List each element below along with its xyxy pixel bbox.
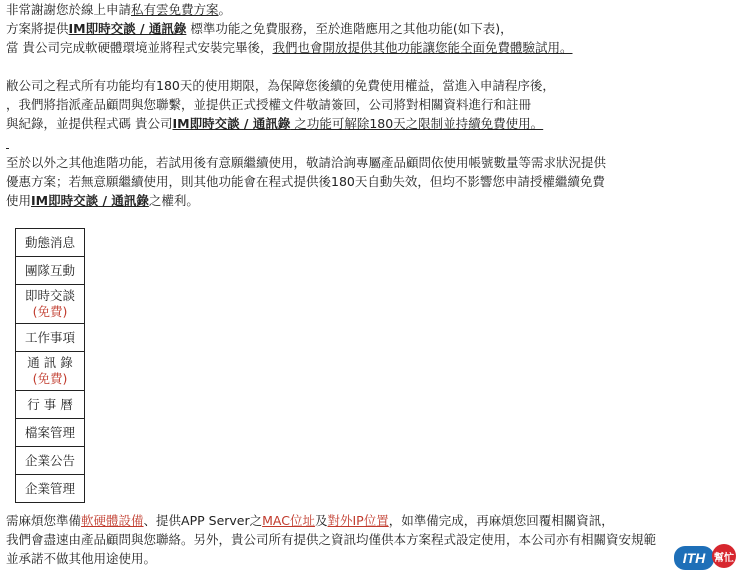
free-badge: (免費) — [32, 304, 68, 319]
para2-line-2: ，我們將指派產品顧問與您聯繫，並提供正式授權文件敬請簽回，公司將對相關資料進行和註冊 — [6, 97, 532, 112]
feature-tasks — [16, 324, 85, 352]
footer-text: 及 — [314, 513, 328, 528]
hardware-link[interactable]: 軟硬體設備 — [81, 513, 144, 528]
im-feature-highlight: IM即時交談 / 通訊錄 — [68, 21, 187, 36]
footer-line-3: 並承諾不做其他用途使用。 — [6, 551, 157, 566]
plan-name-link[interactable]: 私有雲免費方案 — [131, 2, 219, 17]
footer-text: 、提供APP Server之 — [143, 513, 263, 528]
feature-label: 檔案管理 — [24, 424, 75, 440]
para3-line-2: 優惠方案；若無意願繼續使用，則其他功能會在程式提供後180天自動失效，但均不影響您申請授權繼續免費 — [6, 174, 605, 189]
unlimited-use-highlight: 之功能可解除180天之限制並持續免費使用。 — [290, 116, 544, 131]
external-ip-link[interactable]: 對外IP位置 — [327, 513, 389, 528]
footer-text: 需麻煩您準備 — [6, 513, 82, 528]
feature-announcements — [16, 447, 85, 475]
trial-offer-highlight: 我們也會開放提供其他功能讓您能全面免費體驗試用。 — [272, 40, 573, 55]
para3-text: 之權利。 — [148, 193, 199, 208]
free-badge: (免費) — [32, 371, 68, 386]
logo-icon — [672, 538, 738, 573]
intro-line-2 — [6, 21, 513, 37]
feature-team — [16, 257, 85, 285]
feature-files — [16, 419, 85, 447]
logo-subtext: 幫忙 — [714, 553, 734, 564]
intro-text: 非常謝謝您於線上申請 — [6, 2, 132, 17]
para3-line-1: 至於以外之其他進階功能，若試用後有意願繼續使用，敬請洽詢專屬產品顧問依使用帳號數量等需求狀況提供 — [6, 155, 607, 170]
feature-calendar — [16, 391, 85, 419]
para3-line-3 — [6, 193, 199, 209]
feature-contacts — [16, 352, 85, 391]
feature-label: 通 訊 錄 — [27, 355, 73, 370]
ithome-help-logo — [672, 538, 738, 573]
divider-mark — [6, 148, 9, 149]
feature-label: 行 事 曆 — [27, 396, 73, 412]
feature-label: 企業公告 — [24, 452, 75, 468]
feature-label: 動態消息 — [24, 234, 75, 250]
mac-address-link[interactable]: MAC位址 — [262, 513, 315, 528]
feature-label: 團隊互動 — [24, 262, 75, 278]
feature-label: 即時交談 — [24, 288, 75, 303]
feature-chat — [16, 285, 85, 324]
footer-line-2: 我們會盡速由產品顧問與您聯絡。另外，貴公司所有提供之資訊均僅供本方案程式設定使用，本公司亦有相關資安規範 — [6, 532, 657, 547]
intro-text: 標準功能之免費服務，至於進階應用之其他功能(如下表)， — [186, 21, 513, 36]
intro-line-1 — [6, 2, 231, 18]
para2-line-3 — [6, 116, 543, 132]
feature-table — [15, 228, 85, 503]
logo-text: ITH — [682, 550, 706, 566]
feature-admin — [16, 475, 85, 503]
im-feature-highlight: IM即時交談 / 通訊錄 — [31, 193, 149, 208]
footer-text: ，如準備完成，再麻煩您回覆相關資訊， — [388, 513, 614, 528]
feature-news — [16, 229, 85, 257]
intro-text: 方案將提供 — [6, 21, 69, 36]
para2-line-1: 敝公司之程式所有功能均有180天的使用期限，為保障您後續的免費使用權益，當進入申請程序後， — [6, 78, 555, 93]
intro-line-3 — [6, 40, 573, 56]
intro-text: 。 — [218, 2, 232, 17]
footer-line-1 — [6, 513, 614, 529]
para3-text: 使用 — [6, 193, 32, 208]
feature-label: 企業管理 — [24, 480, 75, 496]
para2-text: 與紀錄，並提供程式碼 貴公司 — [6, 116, 173, 131]
intro-text: 當 貴公司完成軟硬體環境並將程式安裝完畢後， — [6, 40, 273, 55]
feature-label: 工作事項 — [24, 329, 75, 345]
im-feature-highlight: IM即時交談 / 通訊錄 — [172, 116, 291, 131]
